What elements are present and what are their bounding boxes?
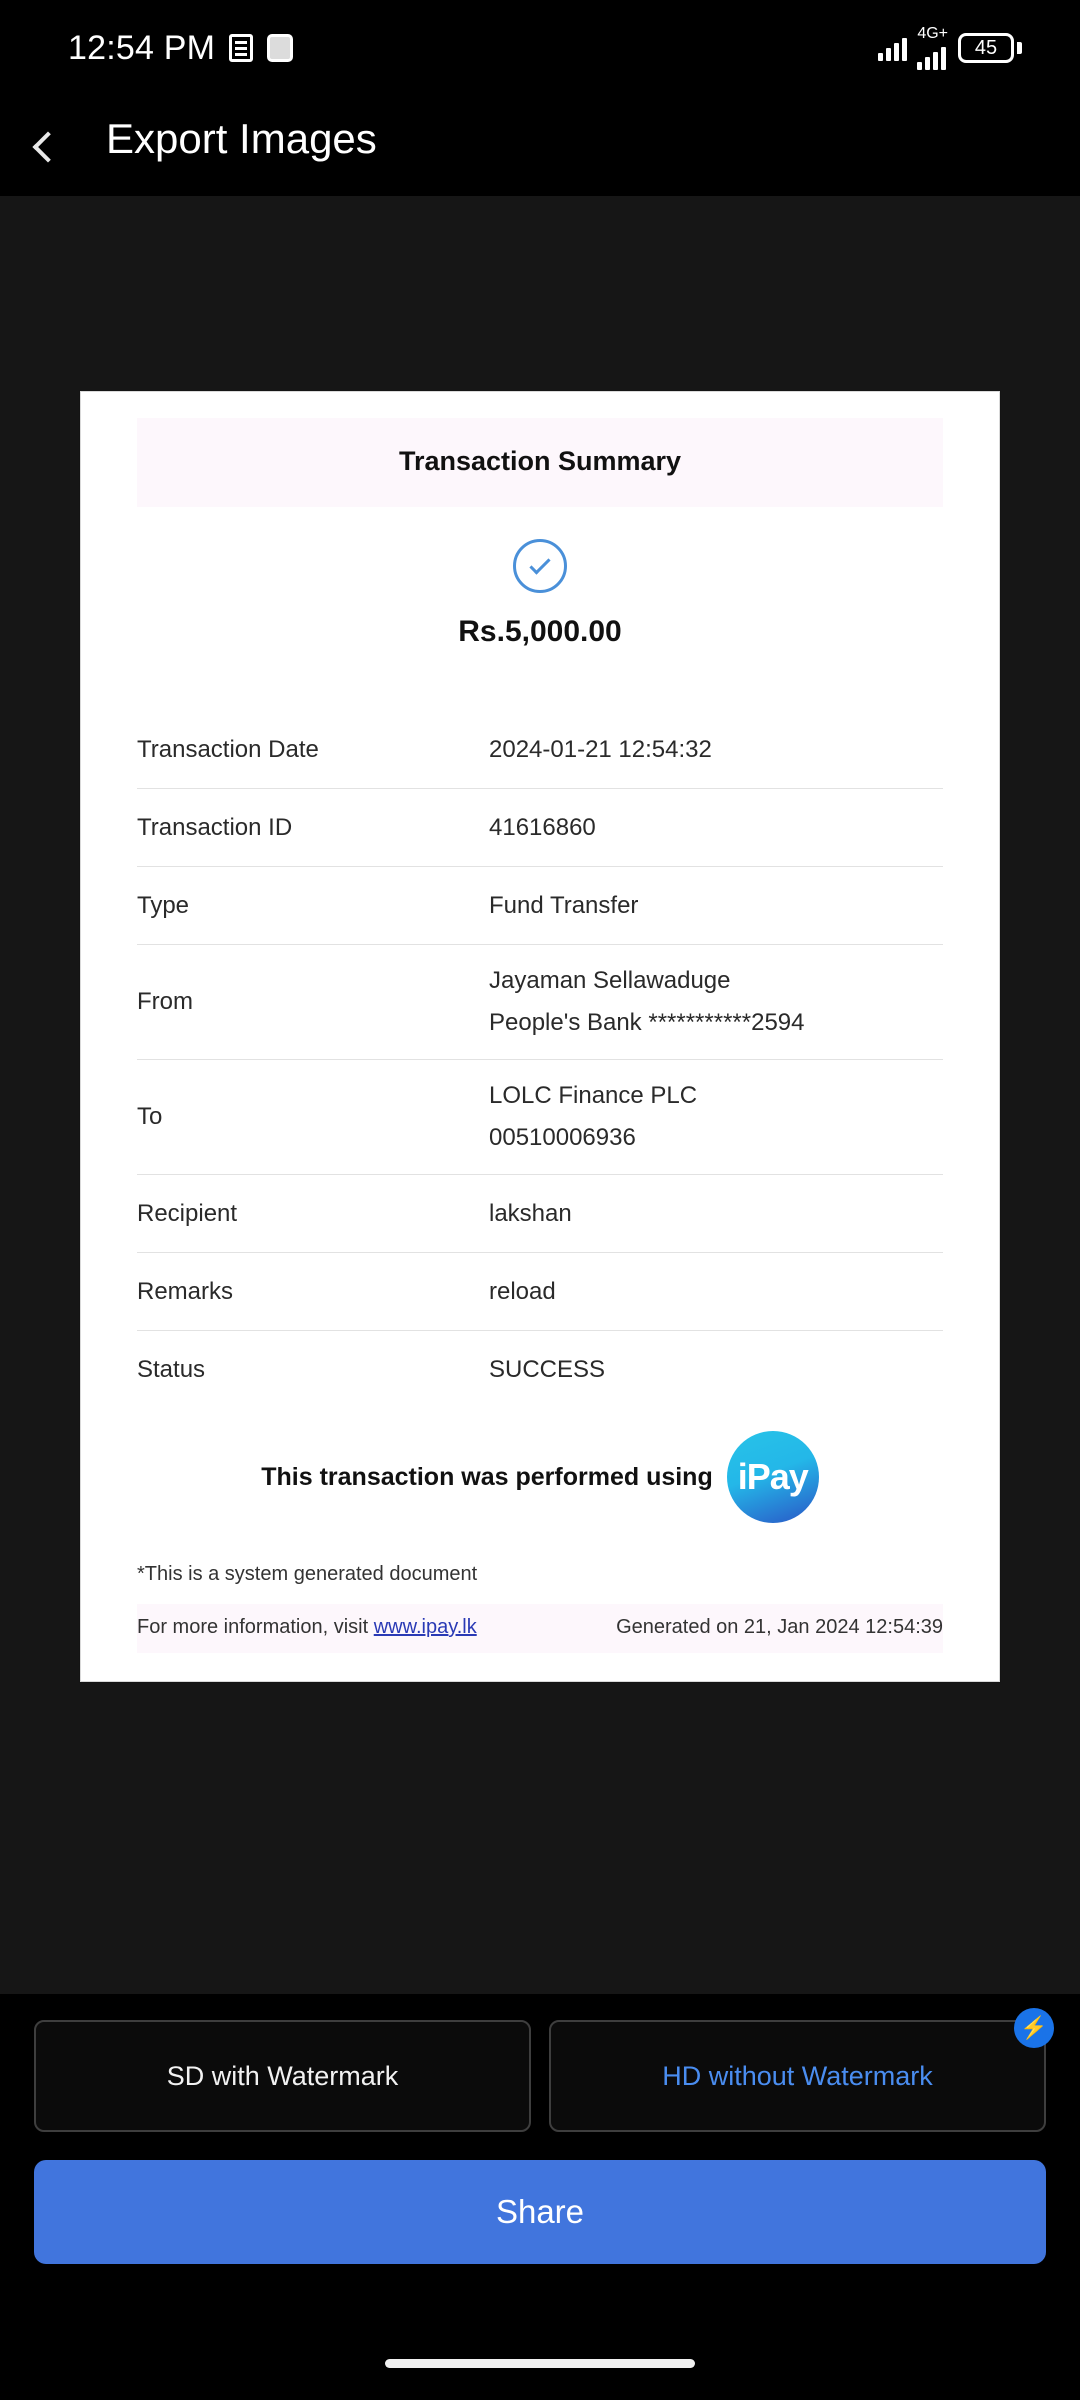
row-label: Transaction ID: [137, 813, 293, 841]
table-row: [137, 789, 943, 867]
table-row: [137, 867, 943, 945]
square-icon: [267, 34, 293, 62]
hd-label: HD without Watermark: [662, 2060, 933, 2091]
signal-icon-1: [878, 35, 907, 61]
row-value: SUCCESS: [489, 1356, 606, 1383]
row-value: lakshan: [489, 1199, 572, 1227]
document-icon: [229, 34, 253, 62]
quality-toggle-group: [34, 2015, 1048, 2132]
row-label: Status: [137, 1356, 206, 1383]
performed-using-row: [137, 1431, 943, 1529]
page-title: Export Images: [106, 115, 377, 162]
more-info-group: [137, 1616, 477, 1639]
amount-value: Rs.5,000.00: [458, 615, 622, 648]
status-bar: [0, 0, 1080, 96]
row-label: Type: [137, 891, 190, 919]
back-chevron-icon: [32, 131, 63, 162]
content-area: [0, 196, 1080, 1994]
row-value-line2: People's Bank ***********2594: [489, 1009, 805, 1036]
receipt-inner: [81, 392, 999, 1681]
more-info-text: For more information, visit: [137, 1616, 369, 1638]
performed-using-text: This transaction was performed using: [261, 1462, 713, 1491]
network-type-group: [917, 26, 948, 70]
row-value-line1: LOLC Finance PLC: [489, 1082, 698, 1109]
row-value: [489, 967, 943, 1037]
status-clock: 12:54 PM: [68, 28, 216, 67]
row-label: From: [137, 988, 193, 1015]
row-value-line1: Jayaman Sellawaduge: [489, 967, 731, 994]
app-bar: [0, 96, 1080, 196]
table-row: [137, 1060, 943, 1175]
receipt-footer: [137, 1604, 943, 1653]
back-button[interactable]: [0, 104, 96, 190]
ipay-logo-icon: iPay: [727, 1431, 819, 1523]
row-value-line2: 00510006936: [489, 1124, 636, 1151]
battery-level: 45: [958, 33, 1014, 63]
network-label: 4G+: [917, 25, 948, 42]
row-label: Transaction Date: [137, 735, 319, 763]
home-indicator[interactable]: [385, 2359, 695, 2368]
success-check-icon: [137, 539, 943, 593]
row-label: To: [137, 1103, 163, 1130]
ipay-website-link[interactable]: www.ipay.lk: [373, 1616, 477, 1638]
details-table: [137, 711, 943, 1409]
signal-icon-2: [917, 44, 946, 70]
status-bar-right: [878, 26, 1022, 70]
bolt-icon: ⚡: [1014, 2008, 1054, 2048]
row-value: 2024-01-21 12:54:32: [489, 735, 712, 763]
table-row: [137, 1175, 943, 1253]
row-value: reload: [489, 1277, 556, 1305]
table-row: [137, 1331, 943, 1409]
share-button[interactable]: Share: [34, 2160, 1046, 2264]
row-value: 41616860: [489, 813, 596, 841]
row-value: [489, 1082, 943, 1152]
status-bar-left: [68, 29, 293, 68]
row-label: Remarks: [137, 1277, 234, 1305]
navigation-bar: [0, 2304, 1080, 2400]
hd-without-watermark-button[interactable]: [549, 2015, 1048, 2132]
battery-icon: [958, 33, 1022, 63]
table-row: [137, 711, 943, 789]
table-row: [137, 945, 943, 1060]
row-value: Fund Transfer: [489, 891, 639, 919]
receipt-card: [80, 391, 1000, 1682]
system-generated-note: *This is a system generated document: [137, 1563, 478, 1585]
row-label: Recipient: [137, 1199, 238, 1227]
sd-with-watermark-button[interactable]: SD with Watermark: [34, 2020, 531, 2132]
receipt-heading: Transaction Summary: [137, 418, 943, 507]
generated-on-text: Generated on 21, Jan 2024 12:54:39: [616, 1616, 943, 1638]
battery-cap: [1017, 42, 1022, 54]
action-bar: [0, 1994, 1080, 2304]
table-row: [137, 1253, 943, 1331]
